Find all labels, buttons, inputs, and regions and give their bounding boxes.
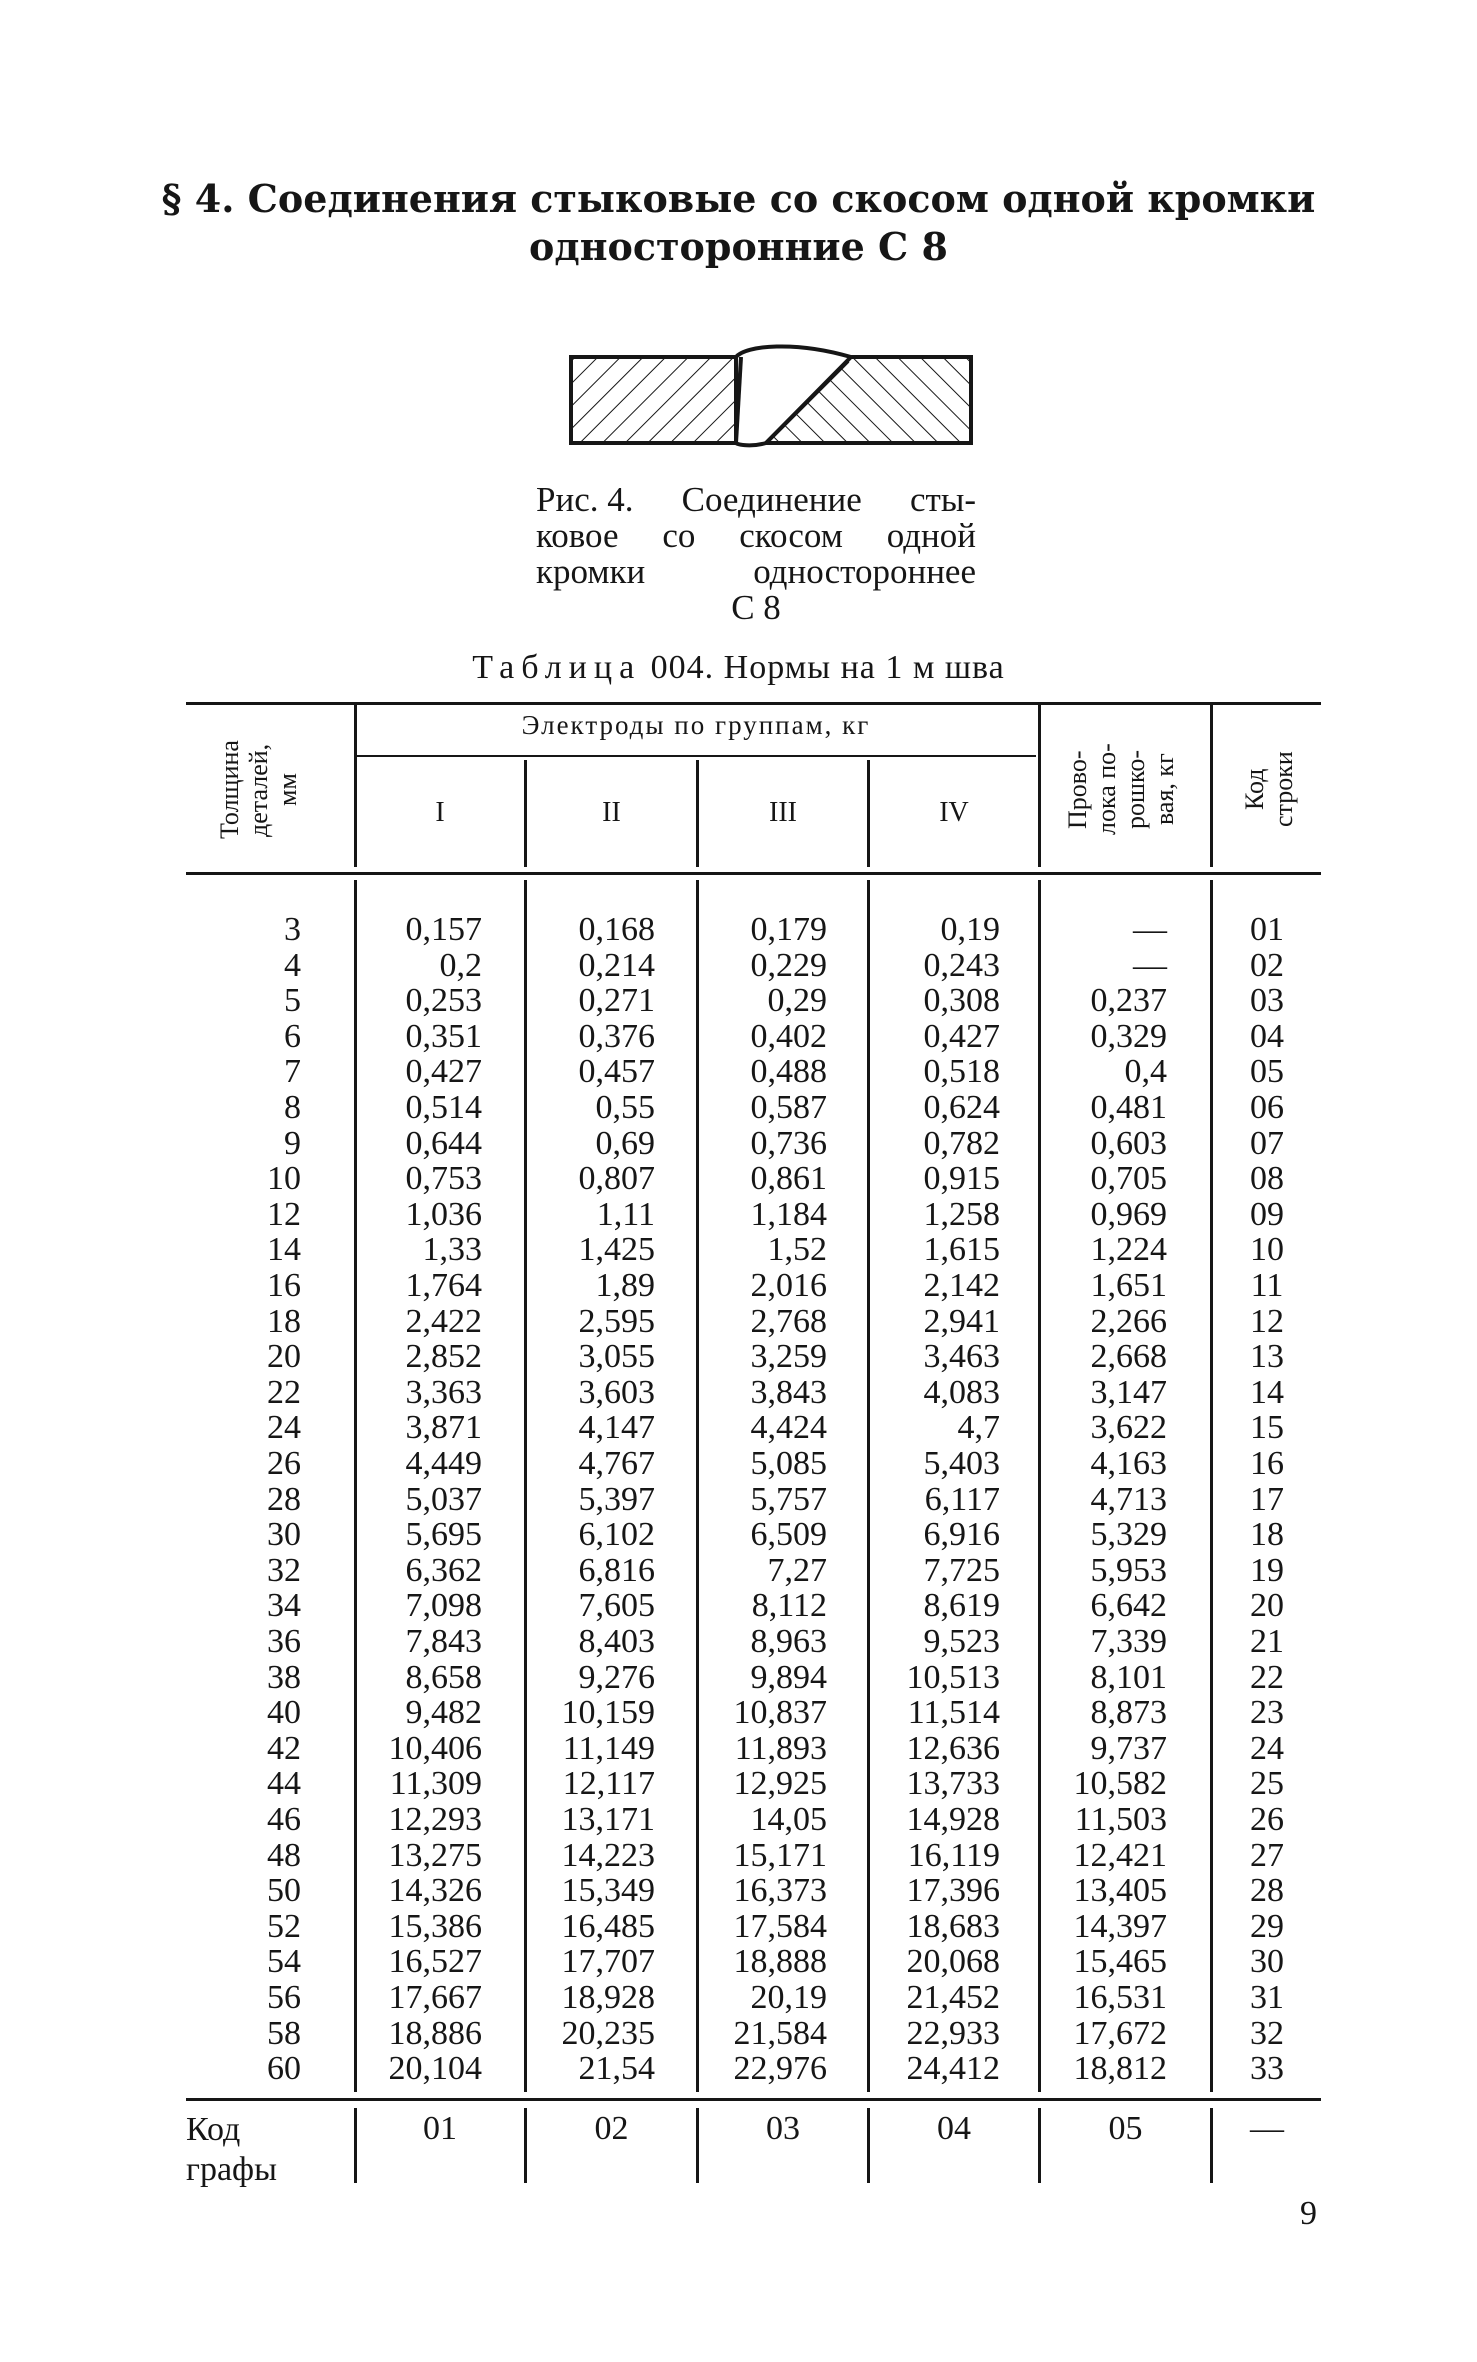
cell-row-code: 19 bbox=[1250, 1551, 1284, 1589]
cell-row-code: 08 bbox=[1250, 1160, 1284, 1198]
cell-group-iii: 21,584 bbox=[733, 2014, 827, 2052]
cell-thickness: 16 bbox=[267, 1267, 301, 1304]
weld-cross-section-drawing bbox=[566, 343, 976, 453]
cell-group-ii: 16,485 bbox=[561, 1907, 655, 1945]
cell-group-ii: 0,271 bbox=[578, 982, 655, 1020]
cell-group-ii: 0,214 bbox=[578, 946, 655, 984]
cell-row-code: 32 bbox=[1250, 2014, 1284, 2052]
footer-code-group-i: 01 bbox=[423, 2110, 457, 2147]
cell-row-code: 10 bbox=[1250, 1231, 1284, 1269]
cell-row-code: 15 bbox=[1250, 1409, 1284, 1447]
cell-group-ii: 11,149 bbox=[562, 1729, 655, 1767]
cell-wire: 11,503 bbox=[1074, 1801, 1167, 1838]
cell-wire: 17,672 bbox=[1073, 2014, 1167, 2052]
cell-group-ii: 10,159 bbox=[561, 1694, 655, 1732]
cell-group-iii: 9,894 bbox=[750, 1658, 827, 1696]
cell-group-iv: 4,7 bbox=[957, 1409, 1000, 1447]
cell-group-ii: 7,605 bbox=[578, 1587, 655, 1625]
cell-thickness: 24 bbox=[267, 1409, 301, 1447]
cell-thickness: 5 bbox=[284, 982, 301, 1020]
cell-group-iv: 1,615 bbox=[923, 1231, 1000, 1269]
header-thickness: Толщина деталей, мм bbox=[215, 740, 302, 840]
table-title bbox=[0, 649, 1477, 687]
cell-group-i: 5,037 bbox=[405, 1480, 482, 1518]
cell-group-iii: 16,373 bbox=[733, 1872, 827, 1910]
cell-thickness: 12 bbox=[267, 1195, 301, 1233]
cell-group-iv: 24,412 bbox=[906, 2050, 1000, 2088]
cell-group-ii: 0,807 bbox=[578, 1160, 655, 1198]
cell-group-i: 0,753 bbox=[405, 1160, 482, 1198]
caption-line-3: кромки одностороннее bbox=[536, 552, 976, 591]
cell-row-code: 23 bbox=[1250, 1694, 1284, 1732]
cell-row-code: 05 bbox=[1250, 1053, 1284, 1091]
cell-wire: 8,873 bbox=[1090, 1694, 1167, 1732]
cell-group-iii: 0,587 bbox=[750, 1089, 827, 1126]
cell-group-iii: 0,402 bbox=[750, 1017, 827, 1055]
cell-thickness: 14 bbox=[267, 1231, 301, 1269]
cell-group-i: 14,326 bbox=[388, 1872, 482, 1910]
caption-line-4: С 8 bbox=[731, 588, 781, 627]
cell-group-iv: 10,513 bbox=[906, 1658, 1000, 1696]
cell-thickness: 52 bbox=[267, 1907, 301, 1945]
cell-group-i: 1,764 bbox=[405, 1267, 482, 1304]
cell-group-ii: 17,707 bbox=[561, 1943, 655, 1981]
cell-row-code: 27 bbox=[1250, 1836, 1284, 1874]
cell-thickness: 56 bbox=[267, 1979, 301, 2016]
cell-group-iv: 1,258 bbox=[923, 1195, 1000, 1233]
cell-group-iv: 0,19 bbox=[940, 911, 1000, 948]
section-title bbox=[0, 175, 1477, 271]
cell-thickness: 44 bbox=[267, 1765, 301, 1803]
weld-joint-figure bbox=[566, 343, 976, 458]
cell-group-i: 0,253 bbox=[405, 982, 482, 1020]
cell-wire: 0,4 bbox=[1124, 1053, 1167, 1091]
table-title-label: Таблица bbox=[472, 649, 642, 686]
cell-group-i: 4,449 bbox=[405, 1445, 482, 1482]
cell-group-iv: 0,308 bbox=[923, 982, 1000, 1020]
cell-row-code: 13 bbox=[1250, 1338, 1284, 1376]
footer-column-code-label: Код графы bbox=[186, 2111, 277, 2188]
cell-wire: 3,147 bbox=[1090, 1373, 1167, 1411]
cell-row-code: 16 bbox=[1250, 1445, 1284, 1482]
cell-group-iii: 1,52 bbox=[767, 1231, 827, 1269]
cell-row-code: 09 bbox=[1250, 1195, 1284, 1233]
cell-group-iii: 18,888 bbox=[733, 1943, 827, 1981]
cell-group-iv: 21,452 bbox=[906, 1979, 1000, 2016]
cell-wire: 7,339 bbox=[1090, 1623, 1167, 1660]
cell-group-i: 1,33 bbox=[422, 1231, 482, 1269]
cell-thickness: 10 bbox=[267, 1160, 301, 1198]
footer-code-row-code: — bbox=[1250, 2110, 1284, 2147]
cell-group-ii: 3,603 bbox=[578, 1373, 655, 1411]
footer-code-wire: 05 bbox=[1108, 2110, 1143, 2147]
cell-wire: 0,969 bbox=[1090, 1195, 1167, 1233]
cell-group-i: 3,871 bbox=[405, 1409, 482, 1447]
cell-group-iii: 0,29 bbox=[767, 982, 827, 1020]
cell-wire: 6,642 bbox=[1090, 1587, 1167, 1625]
cell-row-code: 03 bbox=[1250, 982, 1284, 1020]
cell-group-iv: 13,733 bbox=[906, 1765, 1000, 1803]
cell-wire: 16,531 bbox=[1073, 1979, 1167, 2016]
cell-group-i: 16,527 bbox=[388, 1943, 482, 1981]
cell-row-code: 21 bbox=[1250, 1623, 1284, 1660]
section-title-line-2: односторонние С 8 bbox=[529, 224, 948, 269]
table-footer-rule bbox=[186, 2098, 1321, 2101]
cell-group-i: 0,427 bbox=[405, 1053, 482, 1091]
cell-group-ii: 0,168 bbox=[578, 911, 655, 948]
cell-group-iv: 2,142 bbox=[923, 1267, 1000, 1304]
cell-group-ii: 0,376 bbox=[578, 1017, 655, 1055]
cell-wire: 15,465 bbox=[1073, 1943, 1167, 1981]
cell-group-iv: 0,518 bbox=[923, 1053, 1000, 1091]
cell-group-iv: 16,119 bbox=[907, 1836, 1000, 1874]
cell-thickness: 4 bbox=[284, 946, 301, 984]
cell-group-iv: 0,427 bbox=[923, 1017, 1000, 1055]
cell-group-iv: 6,117 bbox=[924, 1480, 1000, 1518]
cell-thickness: 60 bbox=[267, 2050, 301, 2088]
cell-group-ii: 5,397 bbox=[578, 1480, 655, 1518]
cell-group-iii: 8,963 bbox=[750, 1623, 827, 1660]
cell-row-code: 31 bbox=[1250, 1979, 1284, 2016]
cell-row-code: 07 bbox=[1250, 1124, 1284, 1162]
cell-group-iv: 0,624 bbox=[923, 1089, 1000, 1126]
header-wire: Прово- лока по- рошко- вая, кг bbox=[1063, 743, 1179, 836]
cell-wire: 8,101 bbox=[1090, 1658, 1167, 1696]
cell-row-code: 28 bbox=[1250, 1872, 1284, 1910]
cell-group-iv: 2,941 bbox=[923, 1302, 1000, 1340]
cell-group-i: 0,351 bbox=[405, 1017, 482, 1055]
cell-group-iv: 8,619 bbox=[923, 1587, 1000, 1625]
table-title-rest: 004. Нормы на 1 м шва bbox=[641, 649, 1005, 686]
cell-row-code: 14 bbox=[1250, 1373, 1284, 1411]
cell-thickness: 40 bbox=[267, 1694, 301, 1732]
cell-group-ii: 1,11 bbox=[596, 1195, 655, 1233]
cell-row-code: 11 bbox=[1250, 1267, 1284, 1304]
header-group-ii: II bbox=[602, 797, 621, 828]
cell-group-iii: 10,837 bbox=[733, 1694, 827, 1732]
cell-wire: 12,421 bbox=[1073, 1836, 1167, 1874]
cell-group-iv: 17,396 bbox=[906, 1872, 1000, 1910]
cell-row-code: 30 bbox=[1250, 1943, 1284, 1981]
cell-group-iii: 2,768 bbox=[750, 1302, 827, 1340]
cell-group-i: 10,406 bbox=[388, 1729, 482, 1767]
cell-group-ii: 1,425 bbox=[578, 1231, 655, 1269]
cell-wire: 2,266 bbox=[1090, 1302, 1167, 1340]
cell-group-iii: 7,27 bbox=[767, 1551, 827, 1589]
cell-thickness: 58 bbox=[267, 2014, 301, 2052]
cell-group-iii: 5,085 bbox=[750, 1445, 827, 1482]
cell-group-iv: 5,403 bbox=[923, 1445, 1000, 1482]
cell-group-iii: 0,179 bbox=[750, 911, 827, 948]
cell-group-ii: 6,102 bbox=[578, 1516, 655, 1554]
cell-group-ii: 1,89 bbox=[595, 1267, 655, 1304]
cell-thickness: 36 bbox=[267, 1623, 301, 1660]
cell-group-iii: 0,861 bbox=[750, 1160, 827, 1198]
cell-row-code: 12 bbox=[1250, 1302, 1284, 1340]
cell-group-iii: 3,843 bbox=[750, 1373, 827, 1411]
cell-thickness: 26 bbox=[267, 1445, 301, 1482]
cell-group-ii: 2,595 bbox=[578, 1302, 655, 1340]
cell-group-iv: 0,782 bbox=[923, 1124, 1000, 1162]
cell-group-iv: 11,514 bbox=[907, 1694, 1000, 1732]
cell-group-iii: 1,184 bbox=[750, 1195, 827, 1233]
cell-thickness: 20 bbox=[267, 1338, 301, 1376]
cell-group-iii: 8,112 bbox=[751, 1587, 827, 1625]
cell-row-code: 20 bbox=[1250, 1587, 1284, 1625]
cell-group-i: 13,275 bbox=[388, 1836, 482, 1874]
cell-group-iii: 15,171 bbox=[733, 1836, 827, 1874]
electrodes-group-rule bbox=[356, 755, 1036, 757]
cell-group-i: 5,695 bbox=[405, 1516, 482, 1554]
cell-group-iii: 14,05 bbox=[750, 1801, 827, 1838]
cell-row-code: 01 bbox=[1250, 911, 1284, 948]
cell-group-iii: 11,893 bbox=[734, 1729, 827, 1767]
cell-group-ii: 0,69 bbox=[595, 1124, 655, 1162]
cell-wire: 4,713 bbox=[1090, 1480, 1167, 1518]
cell-group-ii: 14,223 bbox=[561, 1836, 655, 1874]
cell-wire: 0,481 bbox=[1090, 1089, 1167, 1126]
section-title-line-1: § 4. Соединения стыковые со скосом одной кромки bbox=[161, 176, 1316, 221]
cell-wire: 5,953 bbox=[1090, 1551, 1167, 1589]
cell-group-ii: 0,457 bbox=[578, 1053, 655, 1091]
cell-group-i: 18,886 bbox=[388, 2014, 482, 2052]
cell-group-iii: 20,19 bbox=[750, 1979, 827, 2016]
cell-group-iv: 9,523 bbox=[923, 1623, 1000, 1660]
footer-code-group-ii: 02 bbox=[594, 2110, 629, 2147]
cell-group-iv: 0,915 bbox=[923, 1160, 1000, 1198]
cell-wire: 13,405 bbox=[1073, 1872, 1167, 1910]
cell-group-ii: 8,403 bbox=[578, 1623, 655, 1660]
cell-thickness: 30 bbox=[267, 1516, 301, 1554]
header-row-code: Код строки bbox=[1240, 751, 1298, 828]
cell-row-code: 33 bbox=[1250, 2050, 1284, 2088]
cell-wire: 0,329 bbox=[1090, 1017, 1167, 1055]
cell-group-iv: 6,916 bbox=[923, 1516, 1000, 1554]
cell-group-iv: 3,463 bbox=[923, 1338, 1000, 1376]
cell-wire: — bbox=[1133, 946, 1167, 984]
header-group-iv: IV bbox=[939, 797, 969, 828]
cell-group-ii: 9,276 bbox=[578, 1658, 655, 1696]
cell-group-i: 11,309 bbox=[389, 1765, 482, 1803]
cell-group-iv: 22,933 bbox=[906, 2014, 1000, 2052]
cell-group-i: 0,514 bbox=[405, 1089, 482, 1126]
header-group-i: I bbox=[435, 797, 445, 828]
cell-thickness: 48 bbox=[267, 1836, 301, 1874]
cell-wire: 9,737 bbox=[1090, 1729, 1167, 1767]
cell-group-iii: 0,736 bbox=[750, 1124, 827, 1162]
footer-code-group-iii: 03 bbox=[766, 2110, 800, 2147]
cell-group-i: 17,667 bbox=[388, 1979, 482, 2016]
cell-group-iii: 4,424 bbox=[750, 1409, 827, 1447]
cell-group-ii: 12,117 bbox=[562, 1765, 655, 1803]
cell-thickness: 28 bbox=[267, 1480, 301, 1518]
cell-group-i: 8,658 bbox=[405, 1658, 482, 1696]
cell-wire: 1,651 bbox=[1090, 1267, 1167, 1304]
cell-thickness: 32 bbox=[267, 1551, 301, 1589]
cell-group-i: 0,157 bbox=[405, 911, 482, 948]
cell-group-i: 3,363 bbox=[405, 1373, 482, 1411]
cell-group-iv: 0,243 bbox=[923, 946, 1000, 984]
cell-group-i: 1,036 bbox=[405, 1195, 482, 1233]
cell-group-i: 20,104 bbox=[388, 2050, 482, 2088]
cell-thickness: 7 bbox=[284, 1053, 301, 1091]
cell-row-code: 02 bbox=[1250, 946, 1284, 984]
cell-row-code: 29 bbox=[1250, 1907, 1284, 1945]
header-group-iii: III bbox=[769, 797, 797, 828]
cell-wire: 14,397 bbox=[1073, 1907, 1167, 1945]
cell-wire: 0,237 bbox=[1090, 982, 1167, 1020]
cell-thickness: 6 bbox=[284, 1017, 301, 1055]
cell-wire: 0,603 bbox=[1090, 1124, 1167, 1162]
cell-group-iii: 17,584 bbox=[733, 1907, 827, 1945]
cell-thickness: 9 bbox=[284, 1124, 301, 1162]
header-electrodes-group: Электроды по группам, кг bbox=[521, 710, 871, 740]
cell-group-i: 2,852 bbox=[405, 1338, 482, 1376]
cell-group-i: 0,2 bbox=[439, 946, 482, 984]
footer-code-group-iv: 04 bbox=[937, 2110, 971, 2147]
cell-group-iii: 22,976 bbox=[733, 2050, 827, 2088]
cell-group-ii: 3,055 bbox=[578, 1338, 655, 1376]
cell-group-iii: 3,259 bbox=[750, 1338, 827, 1376]
cell-wire: 3,622 bbox=[1090, 1409, 1167, 1447]
cell-wire: 10,582 bbox=[1073, 1765, 1167, 1803]
cell-group-i: 7,843 bbox=[405, 1623, 482, 1660]
caption-line-2: ковое со скосом одной bbox=[536, 516, 976, 555]
cell-group-ii: 18,928 bbox=[561, 1979, 655, 2016]
cell-thickness: 3 bbox=[284, 911, 301, 948]
cell-thickness: 34 bbox=[267, 1587, 301, 1625]
cell-group-ii: 6,816 bbox=[578, 1551, 655, 1589]
cell-wire: 0,705 bbox=[1090, 1160, 1167, 1198]
cell-group-i: 2,422 bbox=[405, 1302, 482, 1340]
cell-group-iii: 0,229 bbox=[750, 946, 827, 984]
cell-group-iv: 18,683 bbox=[906, 1907, 1000, 1945]
cell-wire: 1,224 bbox=[1090, 1231, 1167, 1269]
cell-row-code: 18 bbox=[1250, 1516, 1284, 1554]
cell-group-ii: 21,54 bbox=[578, 2050, 655, 2088]
cell-group-iii: 2,016 bbox=[750, 1267, 827, 1304]
figure-caption bbox=[536, 482, 976, 626]
cell-group-i: 12,293 bbox=[388, 1801, 482, 1838]
cell-thickness: 38 bbox=[267, 1658, 301, 1696]
cell-thickness: 8 bbox=[284, 1089, 301, 1126]
cell-row-code: 25 bbox=[1250, 1765, 1284, 1803]
cell-row-code: 24 bbox=[1250, 1729, 1284, 1767]
page-number: 9 bbox=[1300, 2195, 1317, 2232]
cell-row-code: 22 bbox=[1250, 1658, 1284, 1696]
cell-wire: 4,163 bbox=[1090, 1445, 1167, 1482]
cell-group-i: 9,482 bbox=[405, 1694, 482, 1732]
cell-group-ii: 15,349 bbox=[561, 1872, 655, 1910]
cell-group-ii: 4,147 bbox=[578, 1409, 655, 1447]
cell-wire: 18,812 bbox=[1073, 2050, 1167, 2088]
cell-wire: 2,668 bbox=[1090, 1338, 1167, 1376]
cell-group-ii: 13,171 bbox=[561, 1801, 655, 1838]
cell-row-code: 17 bbox=[1250, 1480, 1284, 1518]
cell-row-code: 06 bbox=[1250, 1089, 1284, 1126]
cell-group-iv: 7,725 bbox=[923, 1551, 1000, 1589]
cell-group-iv: 4,083 bbox=[923, 1373, 1000, 1411]
cell-thickness: 50 bbox=[267, 1872, 301, 1910]
cell-wire: — bbox=[1133, 911, 1167, 948]
cell-group-iv: 12,636 bbox=[906, 1729, 1000, 1767]
cell-group-iii: 5,757 bbox=[750, 1480, 827, 1518]
cell-group-i: 7,098 bbox=[405, 1587, 482, 1625]
cell-group-iii: 6,509 bbox=[750, 1516, 827, 1554]
cell-group-iii: 12,925 bbox=[733, 1765, 827, 1803]
cell-group-i: 6,362 bbox=[405, 1551, 482, 1589]
cell-group-ii: 20,235 bbox=[561, 2014, 655, 2052]
cell-thickness: 42 bbox=[267, 1729, 301, 1767]
cell-wire: 5,329 bbox=[1090, 1516, 1167, 1554]
cell-group-ii: 4,767 bbox=[578, 1445, 655, 1482]
cell-thickness: 18 bbox=[267, 1302, 301, 1340]
cell-group-i: 0,644 bbox=[405, 1124, 482, 1162]
cell-group-iv: 14,928 bbox=[906, 1801, 1000, 1838]
cell-group-iv: 20,068 bbox=[906, 1943, 1000, 1981]
cell-thickness: 22 bbox=[267, 1373, 301, 1411]
cell-thickness: 46 bbox=[267, 1801, 301, 1838]
cell-group-i: 15,386 bbox=[388, 1907, 482, 1945]
cell-row-code: 04 bbox=[1250, 1017, 1284, 1055]
table-header-rule bbox=[186, 872, 1321, 875]
caption-line-1: Рис. 4. Соединение сты- bbox=[536, 480, 976, 519]
cell-group-ii: 0,55 bbox=[595, 1089, 655, 1126]
cell-group-iii: 0,488 bbox=[750, 1053, 827, 1091]
cell-thickness: 54 bbox=[267, 1943, 301, 1981]
cell-row-code: 26 bbox=[1250, 1801, 1284, 1838]
